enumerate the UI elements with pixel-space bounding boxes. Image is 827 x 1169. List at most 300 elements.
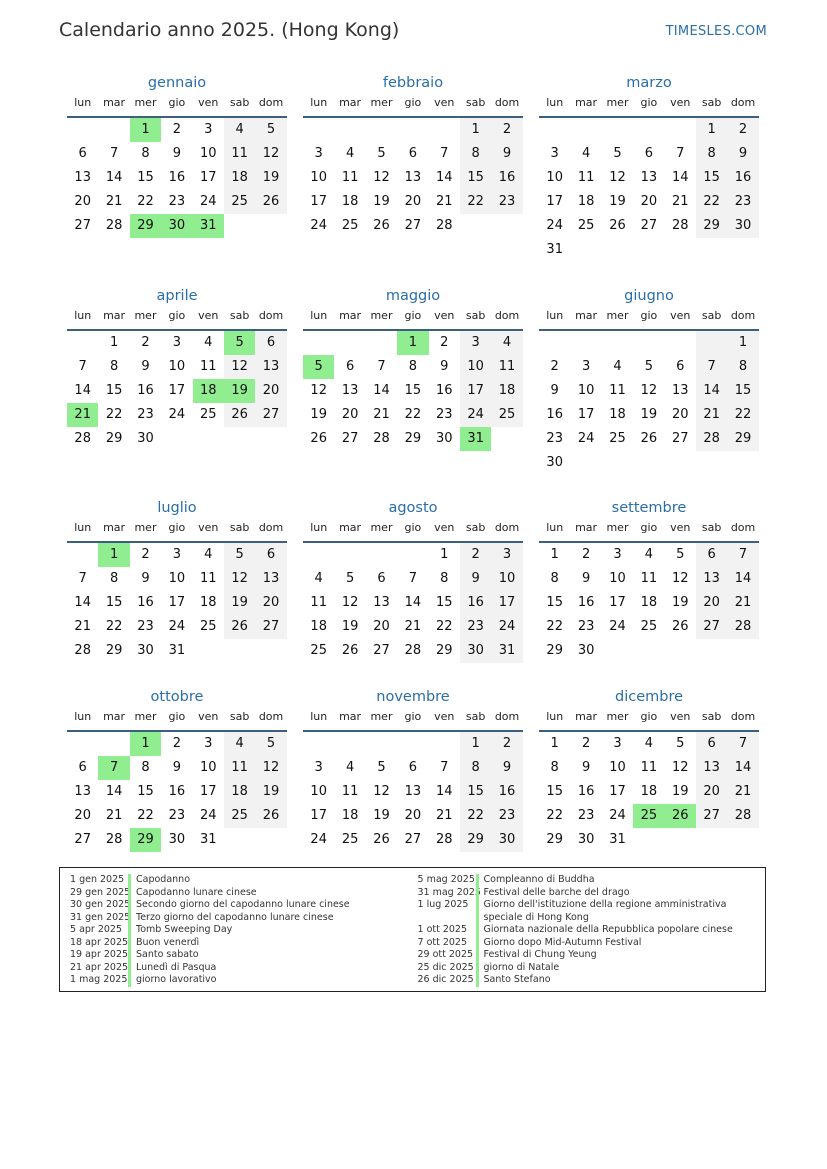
day-cell: 30 xyxy=(435,431,453,446)
empty-cell xyxy=(366,331,397,355)
week-row xyxy=(67,142,287,166)
day-cell: 27 xyxy=(74,218,91,233)
weekday-label: sab xyxy=(229,309,250,322)
day-cell: 19 xyxy=(310,407,327,422)
day-cell: 8 xyxy=(550,760,559,775)
day-cell: 9 xyxy=(581,760,591,775)
month-agosto xyxy=(303,497,523,663)
day-cell: 2 xyxy=(581,547,591,562)
day-cell: 5 xyxy=(613,146,622,161)
day-cell: 7 xyxy=(696,355,727,379)
week-row xyxy=(539,804,759,828)
day-cell: 8 xyxy=(408,359,417,374)
day-cell: 29 xyxy=(546,832,563,847)
weekday-label: lun xyxy=(74,521,92,534)
day-cell: 7 xyxy=(727,543,758,567)
weekday-label: gio xyxy=(404,710,422,723)
weekday-label: gio xyxy=(404,309,422,322)
day-cell: 16 xyxy=(577,595,595,610)
day-cell: 14 xyxy=(435,170,453,185)
legend-item xyxy=(418,874,756,887)
empty-cell xyxy=(334,118,365,142)
day-cell: 30 xyxy=(137,643,154,658)
week-row xyxy=(303,780,523,804)
legend-item xyxy=(70,937,408,950)
day-cell: 18 xyxy=(341,808,359,823)
day-cell: 15 xyxy=(727,379,758,403)
empty-cell xyxy=(366,543,397,567)
empty-cell xyxy=(570,331,601,355)
week-row xyxy=(303,567,523,591)
day-cell: 26 xyxy=(224,615,255,639)
weekday-label: mar xyxy=(103,521,126,534)
weekday-label: mar xyxy=(339,521,362,534)
week-row xyxy=(67,379,287,403)
day-cell: 3 xyxy=(550,146,559,161)
day-cell: 19 xyxy=(671,595,689,610)
week-row xyxy=(539,238,759,262)
day-cell: 13 xyxy=(696,756,727,780)
weekday-label: mar xyxy=(103,710,126,723)
week-row xyxy=(303,355,523,379)
day-cell: 5 xyxy=(644,359,653,374)
day-cell: 14 xyxy=(696,379,727,403)
empty-cell xyxy=(539,331,570,355)
day-cell: 12 xyxy=(224,567,255,591)
day-cell: 28 xyxy=(727,615,758,639)
week-row xyxy=(67,403,287,427)
day-cell: 29 xyxy=(727,427,758,451)
day-cell: 10 xyxy=(310,170,327,185)
month-febbraio xyxy=(303,72,523,238)
week-row xyxy=(539,403,759,427)
legend-item xyxy=(418,887,756,900)
day-cell: 4 xyxy=(224,732,255,756)
day-cell: 30 xyxy=(577,643,595,658)
day-cell: 30 xyxy=(137,431,154,446)
weekday-label: mer xyxy=(370,710,393,723)
day-cell: 7 xyxy=(408,571,417,586)
day-cell: 30 xyxy=(168,832,186,847)
day-cell: 21 xyxy=(404,619,422,634)
weekday-label: ven xyxy=(434,96,455,109)
weekday-label: ven xyxy=(434,521,455,534)
day-cell: 5 xyxy=(224,331,255,355)
legend-date: 29 gen 2025 xyxy=(70,886,131,898)
day-cell: 2 xyxy=(172,122,181,137)
day-cell: 9 xyxy=(491,142,522,166)
weekday-label: ven xyxy=(670,710,691,723)
day-cell: 7 xyxy=(377,359,386,374)
legend-holiday-name: giorno di Natale xyxy=(476,962,756,975)
day-cell: 6 xyxy=(408,146,417,161)
legend-date: 19 apr 2025 xyxy=(70,949,129,960)
weekday-header xyxy=(303,94,523,118)
month-name: febbraio xyxy=(382,75,444,91)
weekday-label: ven xyxy=(198,309,219,322)
day-cell: 20 xyxy=(74,808,91,823)
day-cell: 7 xyxy=(98,756,129,780)
day-cell: 1 xyxy=(130,118,161,142)
day-cell: 28 xyxy=(727,804,758,828)
weekday-label: lun xyxy=(546,96,564,109)
day-cell: 19 xyxy=(373,194,390,209)
day-cell: 11 xyxy=(199,571,217,586)
weekday-label: mer xyxy=(370,96,393,109)
day-cell: 16 xyxy=(168,170,186,185)
legend-date: 30 gen 2025 xyxy=(70,899,131,910)
day-cell: 22 xyxy=(696,190,727,214)
day-cell: 26 xyxy=(255,190,286,214)
day-cell: 16 xyxy=(727,166,758,190)
legend-holiday-name: Capodanno xyxy=(128,874,408,887)
day-cell: 30 xyxy=(727,214,758,238)
empty-cell xyxy=(303,732,334,756)
legend-holiday-name: Secondo giorno del capodanno lunare cinese xyxy=(128,899,408,912)
day-cell: 12 xyxy=(671,571,689,586)
day-cell: 10 xyxy=(577,383,595,398)
day-cell: 24 xyxy=(609,619,626,634)
day-cell: 13 xyxy=(404,784,422,799)
day-cell: 13 xyxy=(255,567,286,591)
day-cell: 19 xyxy=(224,379,255,403)
weekday-label: ven xyxy=(670,521,691,534)
weekday-label: ven xyxy=(434,710,455,723)
day-cell: 13 xyxy=(74,170,91,185)
day-cell: 26 xyxy=(640,431,658,446)
month-gennaio xyxy=(67,72,287,238)
day-cell: 14 xyxy=(105,170,123,185)
weekday-label: mar xyxy=(575,710,598,723)
day-cell: 2 xyxy=(491,118,522,142)
week-row xyxy=(67,118,287,142)
day-cell: 11 xyxy=(224,756,255,780)
day-cell: 2 xyxy=(141,547,150,562)
day-cell: 24 xyxy=(168,407,186,422)
day-cell: 23 xyxy=(137,619,154,634)
day-cell: 10 xyxy=(168,359,186,374)
day-cell: 28 xyxy=(435,218,453,233)
day-cell: 25 xyxy=(341,218,359,233)
empty-cell xyxy=(397,732,428,756)
day-cell: 11 xyxy=(491,355,522,379)
day-cell: 14 xyxy=(727,756,758,780)
day-cell: 11 xyxy=(310,595,327,610)
week-row xyxy=(539,615,759,639)
day-cell: 20 xyxy=(696,780,727,804)
day-cell: 24 xyxy=(460,403,491,427)
day-cell: 2 xyxy=(172,736,181,751)
week-row xyxy=(539,118,759,142)
day-cell: 3 xyxy=(460,331,491,355)
day-cell: 8 xyxy=(440,571,449,586)
day-cell: 5 xyxy=(255,732,286,756)
day-cell: 8 xyxy=(141,146,150,161)
weekday-label: gio xyxy=(168,521,186,534)
day-cell: 24 xyxy=(199,808,217,823)
weekday-label: lun xyxy=(546,309,564,322)
empty-cell xyxy=(570,238,601,262)
day-cell: 1 xyxy=(109,335,119,350)
week-row xyxy=(539,214,759,238)
day-cell: 7 xyxy=(676,146,685,161)
day-cell: 13 xyxy=(671,383,689,398)
day-cell: 11 xyxy=(341,784,359,799)
empty-cell xyxy=(224,828,255,852)
day-cell: 24 xyxy=(609,808,626,823)
day-cell: 16 xyxy=(491,780,522,804)
day-cell: 28 xyxy=(435,832,453,847)
week-row xyxy=(539,355,759,379)
empty-cell xyxy=(366,732,397,756)
empty-cell xyxy=(67,543,98,567)
month-maggio xyxy=(303,285,523,451)
empty-cell xyxy=(727,451,758,475)
empty-cell xyxy=(633,639,664,663)
empty-cell xyxy=(696,238,727,262)
weekday-header xyxy=(539,519,759,543)
legend-item xyxy=(70,962,408,975)
month-marzo xyxy=(539,72,759,262)
day-cell: 21 xyxy=(696,403,727,427)
weekday-label: lun xyxy=(310,521,328,534)
day-cell: 8 xyxy=(141,760,150,775)
week-row xyxy=(539,331,759,355)
day-cell: 25 xyxy=(224,804,255,828)
day-cell: 17 xyxy=(199,784,217,799)
empty-cell xyxy=(255,639,286,663)
day-cell: 11 xyxy=(577,170,595,185)
day-cell: 4 xyxy=(204,547,213,562)
day-cell: 28 xyxy=(696,427,727,451)
empty-cell xyxy=(255,828,286,852)
day-cell: 10 xyxy=(168,571,186,586)
weekday-header xyxy=(67,307,287,331)
day-cell: 12 xyxy=(341,595,359,610)
day-cell: 20 xyxy=(404,194,422,209)
weekday-header xyxy=(539,708,759,732)
day-cell: 6 xyxy=(78,146,87,161)
legend-date: 31 gen 2025 xyxy=(70,911,131,923)
day-cell: 9 xyxy=(440,359,449,374)
day-cell: 25 xyxy=(633,804,664,828)
weekday-label: dom xyxy=(494,309,520,322)
legend-holiday-name: Giorno dopo Mid-Autumn Festival xyxy=(476,937,756,950)
day-cell: 4 xyxy=(581,146,591,161)
day-cell: 9 xyxy=(491,756,522,780)
month-settembre xyxy=(539,497,759,663)
day-cell: 31 xyxy=(199,832,217,847)
empty-cell xyxy=(98,118,129,142)
weekday-header xyxy=(67,94,287,118)
day-cell: 15 xyxy=(404,383,422,398)
day-cell: 15 xyxy=(696,166,727,190)
day-cell: 16 xyxy=(577,784,595,799)
day-cell: 11 xyxy=(199,359,217,374)
weekday-label: gio xyxy=(640,309,658,322)
weekday-label: mer xyxy=(606,710,629,723)
day-cell: 12 xyxy=(373,784,390,799)
legend-item xyxy=(418,924,756,937)
month-name: marzo xyxy=(626,75,672,91)
day-cell: 23 xyxy=(460,615,491,639)
week-row xyxy=(67,543,287,567)
day-cell: 11 xyxy=(640,571,658,586)
day-cell: 4 xyxy=(204,335,213,350)
day-cell: 15 xyxy=(460,780,491,804)
day-cell: 1 xyxy=(397,331,428,355)
day-cell: 27 xyxy=(671,431,689,446)
page-title: Calendario anno 2025. (Hong Kong) xyxy=(59,19,400,41)
empty-cell xyxy=(460,214,491,238)
week-row xyxy=(539,451,759,475)
empty-cell xyxy=(539,118,570,142)
day-cell: 17 xyxy=(491,591,522,615)
day-cell: 30 xyxy=(546,455,563,470)
weekday-label: sab xyxy=(229,710,250,723)
day-cell: 27 xyxy=(696,615,727,639)
day-cell: 25 xyxy=(341,832,359,847)
month-name: ottobre xyxy=(150,689,204,705)
day-cell: 18 xyxy=(609,407,626,422)
week-row xyxy=(67,804,287,828)
day-cell: 3 xyxy=(613,547,622,562)
day-cell: 28 xyxy=(105,832,123,847)
day-cell: 25 xyxy=(199,407,217,422)
day-cell: 6 xyxy=(696,732,727,756)
weekday-header xyxy=(67,708,287,732)
legend-column-right xyxy=(418,874,756,985)
day-cell: 24 xyxy=(546,218,563,233)
day-cell: 2 xyxy=(440,335,449,350)
month-dicembre xyxy=(539,686,759,852)
legend-item xyxy=(70,887,408,900)
day-cell: 3 xyxy=(314,760,323,775)
day-cell: 7 xyxy=(78,571,87,586)
legend-holiday-name: Terzo giorno del capodanno lunare cinese xyxy=(128,912,408,925)
empty-cell xyxy=(429,118,460,142)
week-row xyxy=(67,166,287,190)
empty-cell xyxy=(602,118,633,142)
day-cell: 27 xyxy=(341,431,359,446)
day-cell: 14 xyxy=(404,595,422,610)
weekday-label: lun xyxy=(546,521,564,534)
empty-cell xyxy=(602,238,633,262)
day-cell: 18 xyxy=(341,194,359,209)
day-cell: 11 xyxy=(224,142,255,166)
day-cell: 5 xyxy=(345,571,355,586)
empty-cell xyxy=(602,639,633,663)
month-name: giugno xyxy=(624,288,674,304)
legend-holiday-name: giorno lavorativo xyxy=(128,974,408,987)
day-cell: 18 xyxy=(224,166,255,190)
weekday-label: sab xyxy=(465,710,486,723)
week-row xyxy=(539,567,759,591)
day-cell: 27 xyxy=(404,832,422,847)
legend-holiday-name: Festival di Chung Yeung xyxy=(476,949,756,962)
legend-item xyxy=(70,912,408,925)
day-cell: 19 xyxy=(224,591,255,615)
legend-item xyxy=(70,949,408,962)
day-cell: 11 xyxy=(609,383,626,398)
day-cell: 26 xyxy=(665,804,696,828)
day-cell: 10 xyxy=(199,760,217,775)
legend-holiday-name: Lunedì di Pasqua xyxy=(128,962,408,975)
empty-cell xyxy=(633,331,664,355)
day-cell: 3 xyxy=(172,547,181,562)
day-cell: 21 xyxy=(435,808,453,823)
day-cell: 22 xyxy=(105,407,123,422)
empty-cell xyxy=(255,427,286,451)
legend-item xyxy=(70,974,408,987)
weekday-label: gio xyxy=(404,96,422,109)
day-cell: 18 xyxy=(491,379,522,403)
day-cell: 8 xyxy=(727,355,758,379)
day-cell: 15 xyxy=(137,170,154,185)
empty-cell xyxy=(602,451,633,475)
day-cell: 20 xyxy=(671,407,689,422)
day-cell: 21 xyxy=(727,591,758,615)
month-name: settembre xyxy=(611,500,687,516)
day-cell: 23 xyxy=(491,190,522,214)
day-cell: 20 xyxy=(74,194,91,209)
weekday-label: mar xyxy=(103,96,126,109)
day-cell: 20 xyxy=(404,808,422,823)
legend-item xyxy=(418,974,756,987)
weekday-label: ven xyxy=(434,309,455,322)
week-row xyxy=(539,756,759,780)
day-cell: 14 xyxy=(105,784,123,799)
day-cell: 8 xyxy=(460,142,491,166)
day-cell: 28 xyxy=(671,218,689,233)
day-cell: 6 xyxy=(408,760,417,775)
day-cell: 25 xyxy=(640,619,658,634)
day-cell: 17 xyxy=(168,595,186,610)
day-cell: 3 xyxy=(581,359,591,374)
day-cell: 2 xyxy=(141,335,150,350)
weekday-label: sab xyxy=(229,96,250,109)
day-cell: 21 xyxy=(105,194,123,209)
day-cell: 19 xyxy=(373,808,390,823)
day-cell: 27 xyxy=(696,804,727,828)
weekday-label: gio xyxy=(404,521,422,534)
legend-date: 31 mag 2025 xyxy=(417,886,481,898)
weekday-header xyxy=(303,708,523,732)
empty-cell xyxy=(334,331,365,355)
day-cell: 10 xyxy=(491,567,522,591)
day-cell: 31 xyxy=(491,639,522,663)
legend-date: 1 ott 2025 xyxy=(417,924,468,935)
day-cell: 6 xyxy=(696,543,727,567)
day-cell: 17 xyxy=(546,194,563,209)
day-cell: 25 xyxy=(224,190,255,214)
day-cell: 1 xyxy=(98,543,129,567)
empty-cell xyxy=(696,451,727,475)
day-cell: 9 xyxy=(550,383,559,398)
day-cell: 24 xyxy=(491,615,522,639)
day-cell: 5 xyxy=(255,118,286,142)
brand-link[interactable]: TIMESLES.COM xyxy=(665,24,767,39)
day-cell: 4 xyxy=(314,571,323,586)
weekday-label: mar xyxy=(339,309,362,322)
day-cell: 14 xyxy=(74,383,91,398)
empty-cell xyxy=(429,732,460,756)
month-name: agosto xyxy=(388,500,438,516)
week-row xyxy=(303,331,523,355)
legend-date: 1 mag 2025 xyxy=(70,974,128,985)
week-row xyxy=(539,639,759,663)
weekday-label: sab xyxy=(701,96,722,109)
